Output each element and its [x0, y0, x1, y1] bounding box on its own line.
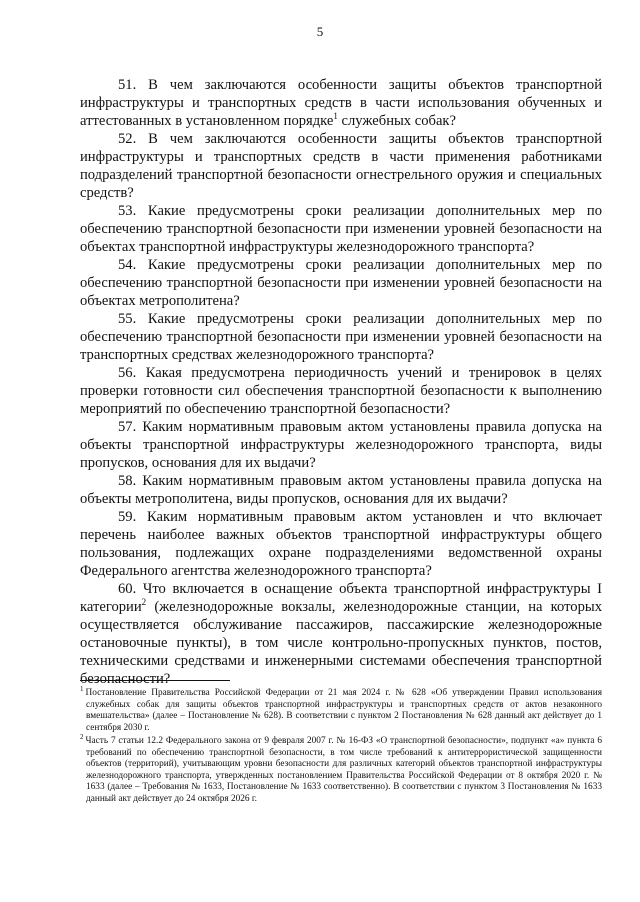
footnote-text: Постановление Правительства Российской Федерации от 21 мая 2024 г. № 628 «Об утверждении Правил использования служебных собак для защиты объектов транспортной инфраструктуры и транспортных средств от актов незаконного вмешательства» (далее – Постановление № 628). В соответствии с пунктом 2 Постановления № 628 данный акт действует до 1 сентября 2030 г. [85, 688, 602, 733]
footnote-list [80, 684, 602, 807]
question-58: 58. Каким нормативным правовым актом установлены правила допуска на объекты метрополитена, виды пропусков, основания для их выдачи? [80, 473, 602, 507]
footnote-mark: 2 [80, 732, 84, 741]
question-56: 56. Какая предусмотрена периодичность учений и тренировок в целях проверки готовности сил обеспечения транспортной безопасности к выполнению мероприятий по обеспечению транспортной безопасности? [80, 365, 602, 417]
question-text-tail: (железнодорожные вокзалы, железнодорожные станции, на которых осуществляется обслуживание пассажиров, пассажирские железнодорожные остановочные пункты), в том числе контрольно-пропускных пунктов, постов, техническими средствами и инженерными системами обеспечения транспортной безопасности? [80, 599, 602, 687]
question-59: 59. Каким нормативным правовым актом установлен и что включает перечень наиболее важных объектов транспортной инфраструктуры общего пользования, подлежащих охране подразделениями ведомственной охраны Федерального агентства железнодорожного транспорта? [80, 509, 602, 579]
footnote-ref: 2 [141, 597, 147, 608]
question-text: 51. В чем заключаются особенности защиты объектов транспортной инфраструктуры и транспортных средств в части использования обученных и аттестованных в установленном порядке [80, 77, 602, 129]
question-list [80, 76, 602, 688]
question-51 [80, 76, 602, 130]
question-text: 60. Что включается в оснащение объекта транспортной инфраструктуры I категории [80, 581, 602, 615]
question-53: 53. Какие предусмотрены сроки реализации дополнительных мер по обеспечению транспортной безопасности при изменении уровней безопасности на объектах транспортной инфраструктуры железнодорожного транспорта? [80, 203, 602, 255]
question-text-tail: служебных собак? [337, 113, 457, 129]
footnote-text: Часть 7 статьи 12.2 Федерального закона от 9 февраля 2007 г. № 16-ФЗ «О транспортной безопасности», подпункт «а» пункта 6 требований по обеспечению транспортной безопасности, в том числе требований к антитеррористической защищенности объектов (территорий), учитывающим уровни безопасности для различных категорий объектов транспортной инфраструктуры железнодорожного транспорта, утвержденных постановлением Правительства Российской Федерации от 8 октября 2020 г. № 1633 (далее – Требования № 1633, Постановление № 1633 соответственно). В соответствии с пунктом 3 Постановления № 1633 данный акт действует до 24 октября 2026 г. [85, 736, 602, 804]
question-55: 55. Какие предусмотрены сроки реализации дополнительных мер по обеспечению транспортной безопасности при изменении уровней безопасности на транспортных средствах железнодорожного транспорта? [80, 311, 602, 363]
question-52: 52. В чем заключаются особенности защиты объектов транспортной инфраструктуры и транспортных средств в части применения работниками подразделений транспортной безопасности огнестрельного оружия и специальных средств? [80, 131, 602, 201]
question-60 [80, 580, 602, 688]
footnote-1 [80, 684, 602, 734]
page-number: 5 [316, 24, 324, 39]
question-54: 54. Какие предусмотрены сроки реализации дополнительных мер по обеспечению транспортной безопасности при изменении уровней безопасности на объектах метрополитена? [80, 257, 602, 309]
footnote-2 [80, 732, 602, 805]
footnote-mark: 1 [80, 684, 84, 693]
footnote-divider [80, 680, 230, 681]
footnote-ref: 1 [333, 111, 338, 122]
question-57: 57. Каким нормативным правовым актом установлены правила допуска на объекты транспортной инфраструктуры железнодорожного транспорта, виды пропусков, основания для их выдачи? [80, 419, 602, 471]
